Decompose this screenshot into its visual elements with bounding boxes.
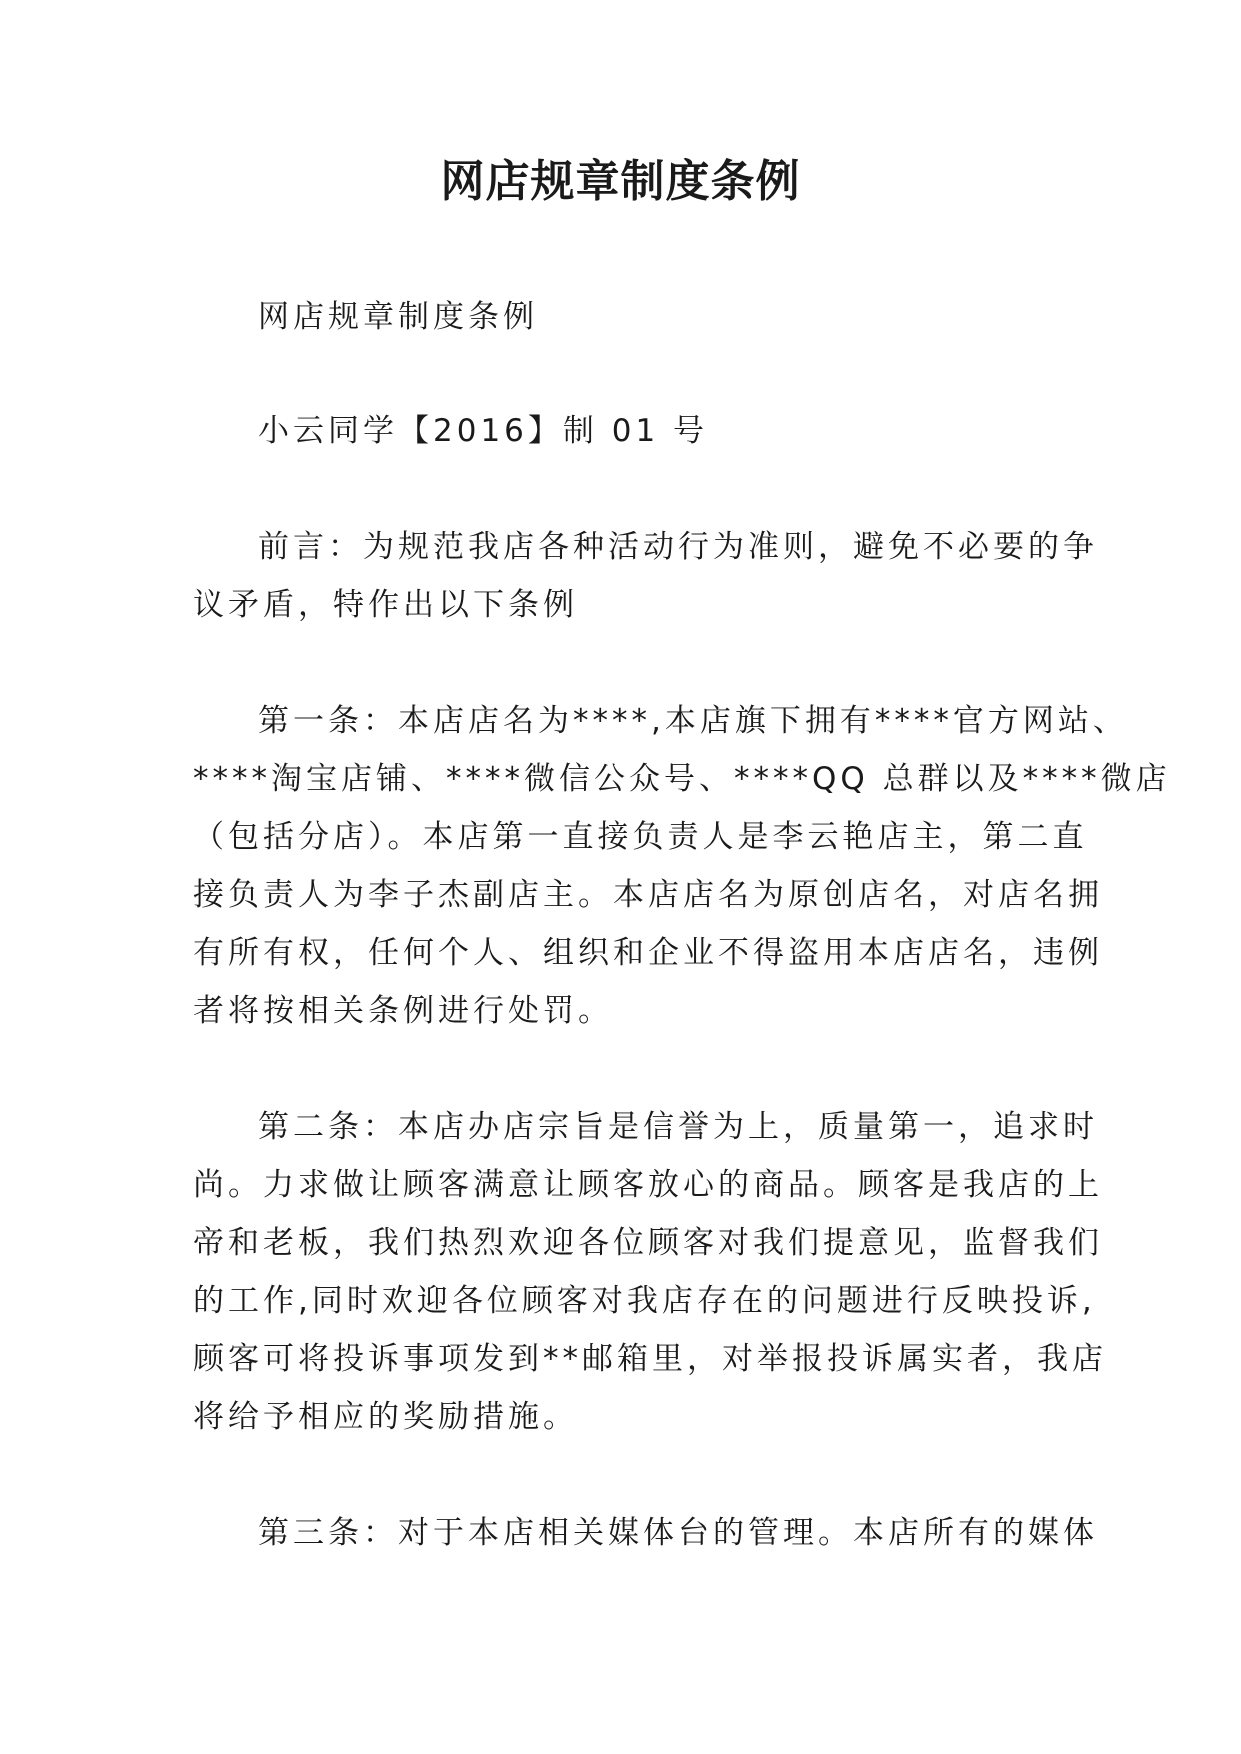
- article-2-line: 将给予相应的奖励措施。: [193, 1399, 578, 1435]
- article-3-line: 第三条：对于本店相关媒体台的管理。本店所有的媒体: [258, 1515, 1098, 1551]
- article-2-line: 尚。力求做让顾客满意让顾客放心的商品。顾客是我店的上: [193, 1167, 1103, 1203]
- article-1-line: 第一条：本店店名为****,本店旗下拥有****官方网站、: [258, 703, 1128, 739]
- preface-line: 议矛盾，特作出以下条例: [193, 587, 578, 623]
- document-title: 网店规章制度条例: [440, 156, 801, 207]
- article-1-line: 者将按相关条例进行处罚。: [193, 993, 613, 1029]
- article-1-line: 有所有权，任何个人、组织和企业不得盗用本店店名，违例: [193, 935, 1103, 971]
- article-2-line: 帝和老板，我们热烈欢迎各位顾客对我们提意见，监督我们: [193, 1225, 1103, 1261]
- document-subtitle: 网店规章制度条例: [258, 299, 538, 335]
- article-1-line: 接负责人为李子杰副店主。本店店名为原创店名，对店名拥: [193, 877, 1103, 913]
- document-number: 小云同学【2016】制 01 号: [258, 413, 709, 449]
- article-2-line: 的工作,同时欢迎各位顾客对我店存在的问题进行反映投诉,: [193, 1283, 1096, 1319]
- article-1-line: ****淘宝店铺、****微信公众号、****QQ 总群以及****微店: [193, 761, 1171, 797]
- preface-line: 前言：为规范我店各种活动行为准则，避免不必要的争: [258, 529, 1098, 565]
- article-2-line: 第二条：本店办店宗旨是信誉为上，质量第一，追求时: [258, 1109, 1098, 1145]
- article-1-line: （包括分店）。本店第一直接负责人是李云艳店主，第二直: [193, 819, 1088, 855]
- article-2-line: 顾客可将投诉事项发到**邮箱里，对举报投诉属实者，我店: [193, 1341, 1107, 1377]
